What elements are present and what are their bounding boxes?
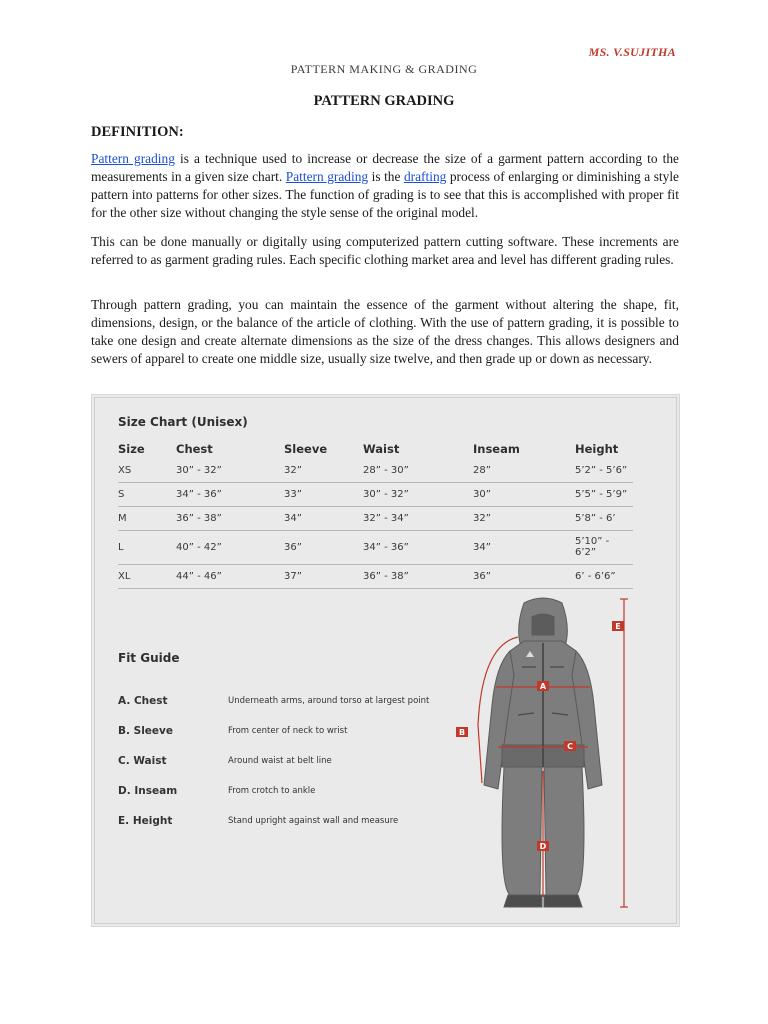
paragraph-methods: This can be done manually or digitally using computerized pattern cutting software. These increments are referred to as garment grading rules. Each specific clothing market area and level has different grading rules. xyxy=(91,234,679,267)
cell-waist: 30” - 32” xyxy=(363,483,473,507)
cell-size: XS xyxy=(118,459,176,483)
cell-size: L xyxy=(118,531,176,565)
size-chart-table xyxy=(118,437,633,589)
paragraph-text: is a technique used to increase or decrease the size of a garment pattern according to the measurements in a given size chart. xyxy=(91,151,679,184)
header-sleeve: Sleeve xyxy=(284,442,328,456)
cell-sleeve: 36” xyxy=(284,531,363,565)
cell-height: 5’5” - 5’9” xyxy=(575,483,633,507)
cell-chest: 40” - 42” xyxy=(176,531,284,565)
cell-waist: 32” - 34” xyxy=(363,507,473,531)
table-row xyxy=(118,459,633,483)
table-header-row xyxy=(118,437,633,459)
table-row xyxy=(118,531,633,565)
cell-sleeve: 32” xyxy=(284,459,363,483)
size-chart-figure xyxy=(91,394,680,927)
fit-guide-label: B. Sleeve xyxy=(118,725,174,737)
fit-guide-label: A. Chest xyxy=(118,695,168,707)
cell-height: 5’10” - 6’2” xyxy=(575,531,633,565)
size-chart-title: Size Chart (Unisex) xyxy=(118,415,248,429)
author-name: MS. V.SUJITHA xyxy=(588,45,676,59)
cell-inseam: 28” xyxy=(473,459,575,483)
cell-chest: 36” - 38” xyxy=(176,507,284,531)
table-row xyxy=(118,483,633,507)
paragraph-benefits: Through pattern grading, you can maintain the essence of the garment without altering the shape, fit, dimensions, design, or the balance of the article of clothing. With the use of pattern grading, it is possible to take one design and create alternate dimensions as the size of the dress changes. This allows designers and sewers of apparel to create one middle size, usually size twelve, and then grade up or down as necessary. xyxy=(91,297,679,366)
cell-waist: 36” - 38” xyxy=(363,565,473,589)
marker-d: D xyxy=(539,842,547,851)
header-height: Height xyxy=(575,442,619,456)
header-chest: Chest xyxy=(176,442,213,456)
fit-guide-title: Fit Guide xyxy=(118,651,180,665)
cell-waist: 34” - 36” xyxy=(363,531,473,565)
cell-inseam: 36” xyxy=(473,565,575,589)
marker-b: B xyxy=(458,728,466,737)
page-title: PATTERN GRADING xyxy=(313,93,455,109)
fit-guide-desc: Underneath arms, around torso at largest point xyxy=(228,696,430,706)
fit-guide-desc: From crotch to ankle xyxy=(228,786,316,796)
running-head: PATTERN MAKING & GRADING xyxy=(290,62,478,76)
fit-guide-label: C. Waist xyxy=(118,755,167,767)
fit-guide-label: E. Height xyxy=(118,815,173,827)
paragraph-text: process of enlarging or diminishing a style pattern into patterns for other sizes. The function of grading is to see that this is accomplished with proper fit for the other size without changing the style sense of the original model. xyxy=(91,169,679,220)
marker-c: C xyxy=(567,742,573,751)
cell-sleeve: 37” xyxy=(284,565,363,589)
fit-guide-desc: Stand upright against wall and measure xyxy=(228,816,399,826)
fit-guide-desc: From center of neck to wrist xyxy=(228,726,348,736)
cell-inseam: 32” xyxy=(473,507,575,531)
fit-guide-label: D. Inseam xyxy=(118,785,178,797)
header-waist: Waist xyxy=(363,442,400,456)
paragraph-text: is the xyxy=(368,169,404,184)
cell-chest: 44” - 46” xyxy=(176,565,284,589)
cell-sleeve: 33” xyxy=(284,483,363,507)
cell-sleeve: 34” xyxy=(284,507,363,531)
cell-height: 5’2” - 5’6” xyxy=(575,459,633,483)
section-heading: DEFINITION: xyxy=(91,124,184,140)
paragraph-definition xyxy=(91,150,679,222)
cell-size: S xyxy=(118,483,176,507)
table-row xyxy=(118,507,633,531)
link-pattern-grading-2[interactable]: Pattern grading xyxy=(285,169,369,184)
cell-size: XL xyxy=(118,565,176,589)
marker-e: E xyxy=(615,622,621,631)
cell-size: M xyxy=(118,507,176,531)
fit-guide-desc: Around waist at belt line xyxy=(228,756,332,766)
link-pattern-grading[interactable]: Pattern grading xyxy=(91,151,175,166)
cell-inseam: 34” xyxy=(473,531,575,565)
header-inseam: Inseam xyxy=(473,442,520,456)
cell-height: 5’8” - 6’ xyxy=(575,507,633,531)
table-row xyxy=(118,565,633,589)
link-drafting[interactable]: drafting xyxy=(403,169,447,184)
cell-chest: 34” - 36” xyxy=(176,483,284,507)
cell-chest: 30” - 32” xyxy=(176,459,284,483)
header-size: Size xyxy=(118,442,145,456)
cell-inseam: 30” xyxy=(473,483,575,507)
marker-a: A xyxy=(539,682,547,691)
snowsuit-measurement-diagram xyxy=(438,595,648,915)
cell-height: 6’ - 6’6” xyxy=(575,565,633,589)
cell-waist: 28” - 30” xyxy=(363,459,473,483)
